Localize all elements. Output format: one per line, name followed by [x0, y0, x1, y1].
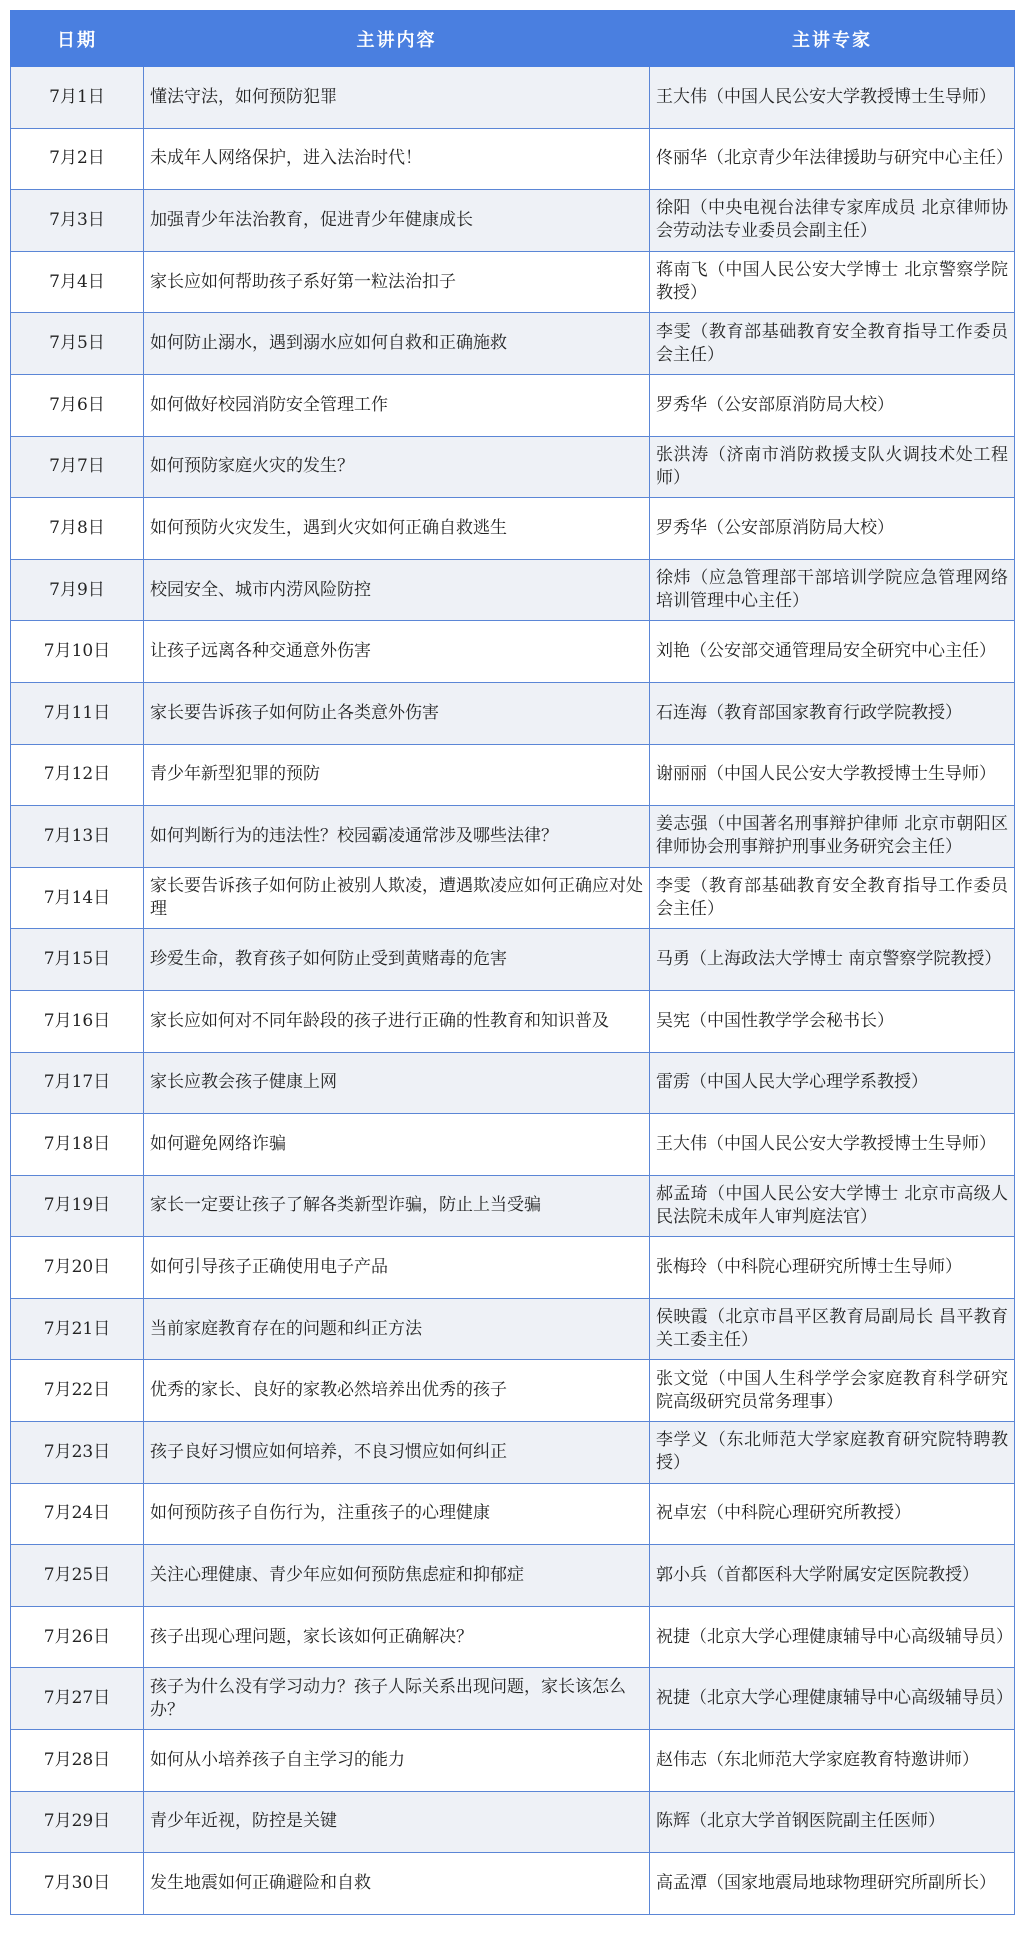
- date-cell: 7月21日: [11, 1298, 144, 1360]
- topic-cell: 珍爱生命，教育孩子如何防止受到黄赌毒的危害: [144, 929, 650, 991]
- topic-cell: 孩子为什么没有学习动力？孩子人际关系出现问题，家长该怎么办？: [144, 1668, 650, 1730]
- topic-cell: 加强青少年法治教育，促进青少年健康成长: [144, 190, 650, 252]
- date-cell: 7月24日: [11, 1483, 144, 1545]
- expert-cell: 雷雳（中国人民大学心理学系教授）: [650, 1052, 1015, 1114]
- date-cell: 7月16日: [11, 990, 144, 1052]
- table-row: [11, 1545, 1015, 1607]
- expert-cell: 王大伟（中国人民公安大学教授博士生导师）: [650, 1114, 1015, 1176]
- table-row: [11, 1114, 1015, 1176]
- table-row: [11, 1483, 1015, 1545]
- topic-cell: 如何判断行为的违法性？校园霸凌通常涉及哪些法律？: [144, 806, 650, 868]
- expert-cell: 高孟潭（国家地震局地球物理研究所副所长）: [650, 1853, 1015, 1915]
- date-cell: 7月11日: [11, 682, 144, 744]
- date-cell: 7月27日: [11, 1668, 144, 1730]
- topic-cell: 如何预防孩子自伤行为，注重孩子的心理健康: [144, 1483, 650, 1545]
- date-cell: 7月4日: [11, 251, 144, 313]
- table-row: [11, 744, 1015, 806]
- expert-cell: 罗秀华（公安部原消防局大校）: [650, 498, 1015, 560]
- topic-cell: 校园安全、城市内涝风险防控: [144, 559, 650, 621]
- date-cell: 7月28日: [11, 1730, 144, 1792]
- expert-cell: 赵伟志（东北师范大学家庭教育特邀讲师）: [650, 1730, 1015, 1792]
- expert-cell: 祝卓宏（中科院心理研究所教授）: [650, 1483, 1015, 1545]
- topic-cell: 如何预防家庭火灾的发生？: [144, 436, 650, 498]
- table-row: [11, 1422, 1015, 1484]
- table-body: [11, 67, 1015, 1915]
- expert-cell: 祝捷（北京大学心理健康辅导中心高级辅导员）: [650, 1668, 1015, 1730]
- expert-cell: 刘艳（公安部交通管理局安全研究中心主任）: [650, 621, 1015, 683]
- topic-cell: 孩子出现心理问题，家长该如何正确解决？: [144, 1606, 650, 1668]
- table-row: [11, 190, 1015, 252]
- topic-cell: 家长应教会孩子健康上网: [144, 1052, 650, 1114]
- topic-cell: 如何避免网络诈骗: [144, 1114, 650, 1176]
- table-row: [11, 1052, 1015, 1114]
- date-cell: 7月17日: [11, 1052, 144, 1114]
- table-row: [11, 1853, 1015, 1915]
- expert-cell: 张文觉（中国人生科学学会家庭教育科学研究院高级研究员常务理事）: [650, 1360, 1015, 1422]
- date-cell: 7月13日: [11, 806, 144, 868]
- date-cell: 7月8日: [11, 498, 144, 560]
- date-cell: 7月20日: [11, 1237, 144, 1299]
- date-cell: 7月18日: [11, 1114, 144, 1176]
- expert-cell: 王大伟（中国人民公安大学教授博士生导师）: [650, 67, 1015, 129]
- topic-cell: 未成年人网络保护，进入法治时代！: [144, 128, 650, 190]
- expert-cell: 李雯（教育部基础教育安全教育指导工作委员会主任）: [650, 867, 1015, 929]
- expert-cell: 佟丽华（北京青少年法律援助与研究中心主任）: [650, 128, 1015, 190]
- date-cell: 7月26日: [11, 1606, 144, 1668]
- date-cell: 7月10日: [11, 621, 144, 683]
- table-row: [11, 682, 1015, 744]
- date-cell: 7月29日: [11, 1791, 144, 1853]
- date-cell: 7月5日: [11, 313, 144, 375]
- expert-cell: 徐阳（中央电视台法律专家库成员 北京律师协会劳动法专业委员会副主任）: [650, 190, 1015, 252]
- topic-cell: 如何做好校园消防安全管理工作: [144, 374, 650, 436]
- date-cell: 7月22日: [11, 1360, 144, 1422]
- topic-cell: 如何防止溺水，遇到溺水应如何自救和正确施救: [144, 313, 650, 375]
- expert-cell: 郭小兵（首都医科大学附属安定医院教授）: [650, 1545, 1015, 1607]
- topic-cell: 关注心理健康、青少年应如何预防焦虑症和抑郁症: [144, 1545, 650, 1607]
- header-topic: 主讲内容: [144, 11, 650, 67]
- expert-cell: 李学义（东北师范大学家庭教育研究院特聘教授）: [650, 1422, 1015, 1484]
- topic-cell: 家长应如何对不同年龄段的孩子进行正确的性教育和知识普及: [144, 990, 650, 1052]
- expert-cell: 石连海（教育部国家教育行政学院教授）: [650, 682, 1015, 744]
- date-cell: 7月2日: [11, 128, 144, 190]
- date-cell: 7月7日: [11, 436, 144, 498]
- table-row: [11, 374, 1015, 436]
- topic-cell: 让孩子远离各种交通意外伤害: [144, 621, 650, 683]
- topic-cell: 优秀的家长、良好的家教必然培养出优秀的孩子: [144, 1360, 650, 1422]
- schedule-table: [10, 10, 1015, 1915]
- date-cell: 7月19日: [11, 1175, 144, 1237]
- table-row: [11, 1668, 1015, 1730]
- date-cell: 7月30日: [11, 1853, 144, 1915]
- header-expert: 主讲专家: [650, 11, 1015, 67]
- schedule-table-container: [10, 10, 1014, 1915]
- topic-cell: 如何预防火灾发生，遇到火灾如何正确自救逃生: [144, 498, 650, 560]
- date-cell: 7月6日: [11, 374, 144, 436]
- topic-cell: 家长应如何帮助孩子系好第一粒法治扣子: [144, 251, 650, 313]
- table-row: [11, 1237, 1015, 1299]
- table-row: [11, 929, 1015, 991]
- date-cell: 7月25日: [11, 1545, 144, 1607]
- expert-cell: 谢丽丽（中国人民公安大学教授博士生导师）: [650, 744, 1015, 806]
- expert-cell: 祝捷（北京大学心理健康辅导中心高级辅导员）: [650, 1606, 1015, 1668]
- table-row: [11, 1298, 1015, 1360]
- table-row: [11, 1175, 1015, 1237]
- date-cell: 7月23日: [11, 1422, 144, 1484]
- expert-cell: 郝孟琦（中国人民公安大学博士 北京市高级人民法院未成年人审判庭法官）: [650, 1175, 1015, 1237]
- table-row: [11, 498, 1015, 560]
- date-cell: 7月15日: [11, 929, 144, 991]
- date-cell: 7月1日: [11, 67, 144, 129]
- expert-cell: 张洪涛（济南市消防救援支队火调技术处工程师）: [650, 436, 1015, 498]
- topic-cell: 如何从小培养孩子自主学习的能力: [144, 1730, 650, 1792]
- expert-cell: 徐炜（应急管理部干部培训学院应急管理网络培训管理中心主任）: [650, 559, 1015, 621]
- table-row: [11, 1730, 1015, 1792]
- table-row: [11, 313, 1015, 375]
- expert-cell: 马勇（上海政法大学博士 南京警察学院教授）: [650, 929, 1015, 991]
- table-row: [11, 1606, 1015, 1668]
- table-row: [11, 990, 1015, 1052]
- expert-cell: 蒋南飞（中国人民公安大学博士 北京警察学院教授）: [650, 251, 1015, 313]
- date-cell: 7月3日: [11, 190, 144, 252]
- expert-cell: 侯映霞（北京市昌平区教育局副局长 昌平教育关工委主任）: [650, 1298, 1015, 1360]
- table-row: [11, 436, 1015, 498]
- table-row: [11, 559, 1015, 621]
- table-row: [11, 867, 1015, 929]
- table-row: [11, 806, 1015, 868]
- topic-cell: 家长一定要让孩子了解各类新型诈骗，防止上当受骗: [144, 1175, 650, 1237]
- header-row: [11, 11, 1015, 67]
- expert-cell: 张梅玲（中科院心理研究所博士生导师）: [650, 1237, 1015, 1299]
- date-cell: 7月14日: [11, 867, 144, 929]
- table-row: [11, 128, 1015, 190]
- topic-cell: 孩子良好习惯应如何培养，不良习惯应如何纠正: [144, 1422, 650, 1484]
- date-cell: 7月9日: [11, 559, 144, 621]
- table-row: [11, 67, 1015, 129]
- topic-cell: 青少年近视，防控是关键: [144, 1791, 650, 1853]
- expert-cell: 陈辉（北京大学首钢医院副主任医师）: [650, 1791, 1015, 1853]
- topic-cell: 发生地震如何正确避险和自救: [144, 1853, 650, 1915]
- expert-cell: 吴宪（中国性教学学会秘书长）: [650, 990, 1015, 1052]
- table-row: [11, 1360, 1015, 1422]
- table-header: [11, 11, 1015, 67]
- topic-cell: 家长要告诉孩子如何防止被别人欺凌，遭遇欺凌应如何正确应对处理: [144, 867, 650, 929]
- topic-cell: 青少年新型犯罪的预防: [144, 744, 650, 806]
- date-cell: 7月12日: [11, 744, 144, 806]
- expert-cell: 姜志强（中国著名刑事辩护律师 北京市朝阳区律师协会刑事辩护刑事业务研究会主任）: [650, 806, 1015, 868]
- expert-cell: 李雯（教育部基础教育安全教育指导工作委员会主任）: [650, 313, 1015, 375]
- table-row: [11, 621, 1015, 683]
- table-row: [11, 251, 1015, 313]
- expert-cell: 罗秀华（公安部原消防局大校）: [650, 374, 1015, 436]
- table-row: [11, 1791, 1015, 1853]
- topic-cell: 当前家庭教育存在的问题和纠正方法: [144, 1298, 650, 1360]
- topic-cell: 懂法守法，如何预防犯罪: [144, 67, 650, 129]
- header-date: 日期: [11, 11, 144, 67]
- topic-cell: 如何引导孩子正确使用电子产品: [144, 1237, 650, 1299]
- topic-cell: 家长要告诉孩子如何防止各类意外伤害: [144, 682, 650, 744]
